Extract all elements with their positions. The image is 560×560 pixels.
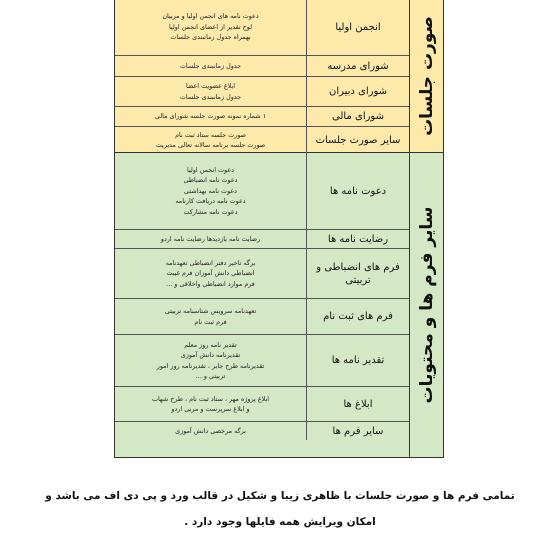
item-text: بهمراه جدول زمانبندی جلسات [170,33,251,42]
items-cell [115,153,306,229]
item-text: فرم موارد انضباطی واخلاقی و ... [166,279,255,288]
table-row [115,153,409,229]
item-text: جدول زمانبندی جلسات [179,61,242,70]
table-row [115,248,409,298]
table-row [115,126,409,153]
category-cell: شورای مدرسه [306,56,409,76]
items-cell [115,249,306,298]
item-text: دعوت نامه های انجمن اولیا و مربیان [162,12,259,21]
item-text: ابلاغ پروژه مهر ، ستاد ثبت نام ، طرح شهاب [151,394,270,403]
footer-line-2: امکان ویرایش همه فایلها وجود دارد . [184,516,376,528]
footer-line-1: تمامی فرم ها و صورت جلسات با ظاهری زیبا و شکیل در قالب ورد و پی دی اف می باشد و [45,490,515,502]
item-text: دعوت نامه بهداشتی [183,186,238,195]
items-cell [115,230,306,248]
item-text: ابلاغ عضویت اعضا [185,82,236,90]
item-text: تربیتی و ... [195,372,226,380]
item-text: لوح تقدیر از اعضای انجمن اولیا [168,22,253,31]
items-cell [115,0,306,55]
category-cell: رضایت نامه ها [306,230,409,248]
item-text: تعهدنامه سرویس شناسنامه تربیتی [164,307,257,315]
items-cell [115,56,306,76]
category-cell: تقدیر نامه ها [306,335,409,386]
category-cell: دعوت نامه ها [306,153,409,229]
category-cell: شورای دبیران [306,77,409,106]
items-cell [115,335,306,386]
item-text: دعوت نامه دریافت کارنامه [175,197,246,206]
items-cell [115,299,306,334]
items-cell [115,107,306,126]
other-forms-group [115,153,443,457]
item-text: برگه تاخیر دفتر انضباطی تعهدنامه [165,258,256,267]
other-forms-group-side [409,153,443,457]
items-cell [115,387,306,421]
minutes-group-label: صورت جلسات [416,15,437,136]
item-text: تقدیرنامه طرح جابر ، تقدیرنامه روز امور [156,361,265,370]
table-row [115,298,409,334]
item-text: و ابلاغ سرپرست و مربی اردو [171,405,250,413]
table-row [115,421,409,440]
category-cell: انجمن اولیا [306,0,409,55]
minutes-group [115,0,443,153]
table-row [115,106,409,126]
item-text: جدول زمانبندی جلسات [179,92,242,101]
table-row [115,229,409,248]
item-text: فرم ثبت نام [194,317,227,326]
table-row [115,386,409,421]
item-text: تقدیر نامه روز معلم [184,340,237,349]
item-text: ۱ شماره نمونه صورت جلسه شورای مالی [154,112,267,121]
other-forms-group-label: سایر فرم ها و محتویات [416,206,437,404]
category-cell: ابلاغ ها [306,387,409,421]
category-cell: فرم های انضباطی و تربیتی [306,249,409,298]
items-cell [115,127,306,153]
item-text: دعوت نامه مشارکت [183,207,238,216]
category-cell: سایر صورت جلسات [306,127,409,153]
category-cell: سایر فرم ها [306,422,409,440]
category-cell: فرم های ثبت نام [306,299,409,334]
forms-table [114,0,444,458]
item-text: تقدیرنامه دانش آموزی [180,351,241,359]
item-text: دعوت نامه انضباطی [183,176,238,185]
item-text: انضباطی دانش آموزان فرم غیبت [166,269,255,278]
table-row [115,55,409,76]
table-row [115,76,409,106]
item-text: برگه مرخصی دانش آموزی [175,426,246,435]
item-text: رضایت نامه بازدیدها رضایت نامه اردو [160,234,261,243]
item-text: صورت جلسه ستاد ثبت نام [175,130,246,139]
item-text: دعوت انجمن اولیا [187,165,234,174]
items-cell [115,422,306,440]
table-row [115,0,409,55]
items-cell [115,77,306,106]
minutes-group-side [409,0,443,152]
category-cell: شورای مالی [306,107,409,126]
table-row [115,334,409,386]
item-text: صورت جلسه برنامه سالانه تعالی مدیریت [155,141,266,149]
